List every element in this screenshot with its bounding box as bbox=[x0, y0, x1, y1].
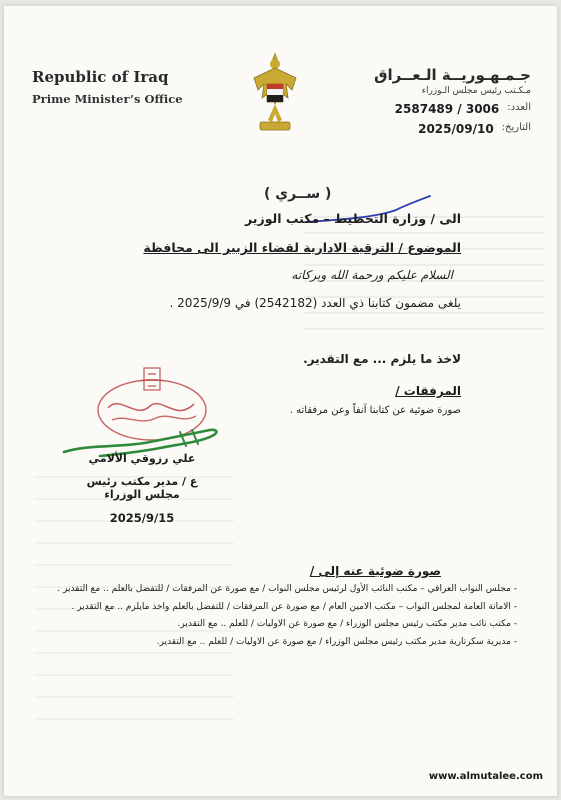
reference-number-label: العدد: bbox=[507, 102, 531, 113]
english-letterhead bbox=[32, 68, 183, 106]
signatory-title: ع / مدير مكتب رئيس مجلس الوزراء bbox=[86, 475, 198, 501]
copy-recipient-item: - مجلس النواب العراقي – مكتب النائب الأول لرئيس مجلس النواب / مع صورة عن المرفقات / للتفضل بالعلم .. مع التقدير . bbox=[27, 581, 517, 599]
closing-line: لاخذ ما يلزم ... مع التقدير. bbox=[303, 352, 461, 366]
recipient-line: الى / وزارة التخطيط – مكتب الوزير bbox=[245, 211, 461, 226]
attachments-heading: المرفقات / bbox=[395, 384, 461, 398]
greeting-line: السلام عليكم ورحمة الله وبركاته bbox=[291, 268, 453, 282]
letterhead-subtitle-ar: مـكـتب رئيس مجلس الـوزراء bbox=[421, 86, 531, 96]
iraq-eagle-emblem bbox=[250, 50, 300, 134]
subject-line: الموضوع / الترقية الادارية لقضاء الزبير الى محافظة bbox=[143, 240, 461, 255]
reference-number-row bbox=[331, 102, 531, 116]
date-value: 2025/09/10 bbox=[418, 122, 494, 136]
letter-page bbox=[4, 6, 557, 796]
copy-recipient-item: - مكتب نائب مدير مكتب رئيس مجلس الوزراء / مع صورة عن الاوليات / للعلم .. مع التقدير. bbox=[27, 616, 517, 634]
date-row bbox=[331, 122, 531, 136]
reference-number-value: 2587489 / 3006 bbox=[394, 102, 500, 116]
signatory-date: 2025/9/15 bbox=[109, 511, 175, 525]
copy-recipient-item: - مديرية سكرتارية مدير مكتب رئيس مجلس الوزراء / مع صورة عن الاوليات / للعلم .. مع التقدير. bbox=[27, 634, 517, 652]
website-watermark: www.almutalee.com bbox=[428, 771, 543, 782]
copy-recipient-item: - الامانة العامة لمجلس النواب – مكتب الامين العام / مع صورة عن المرفقات / للتفضل بالعلم واخذ مايلزم .. مع التقدير . bbox=[27, 599, 517, 617]
letterhead-title-en: Republic of Iraq bbox=[32, 68, 169, 86]
signatory-block bbox=[72, 452, 212, 525]
letterhead-title-ar: جـمـهـوريــة الـعــراق bbox=[374, 66, 531, 84]
copies-heading: صورة ضوئية عنه إلى / bbox=[309, 564, 441, 578]
letterhead-subtitle-en: Prime Minister’s Office bbox=[32, 92, 183, 106]
date-label: التاريخ: bbox=[501, 122, 531, 133]
attachment-item: صورة ضوئية عن كتابنا آنفاً وعن مرفقاته . bbox=[289, 405, 461, 416]
arabic-letterhead bbox=[331, 66, 531, 136]
copies-list bbox=[27, 581, 517, 651]
classification-secret: ( ســري ) bbox=[264, 186, 332, 202]
letter-body: يلغى مضمون كتابنا ذي العدد (2542182) في 2025/9/9 . bbox=[169, 296, 461, 310]
signatory-name: علي رزوقي الألامي bbox=[88, 452, 196, 465]
